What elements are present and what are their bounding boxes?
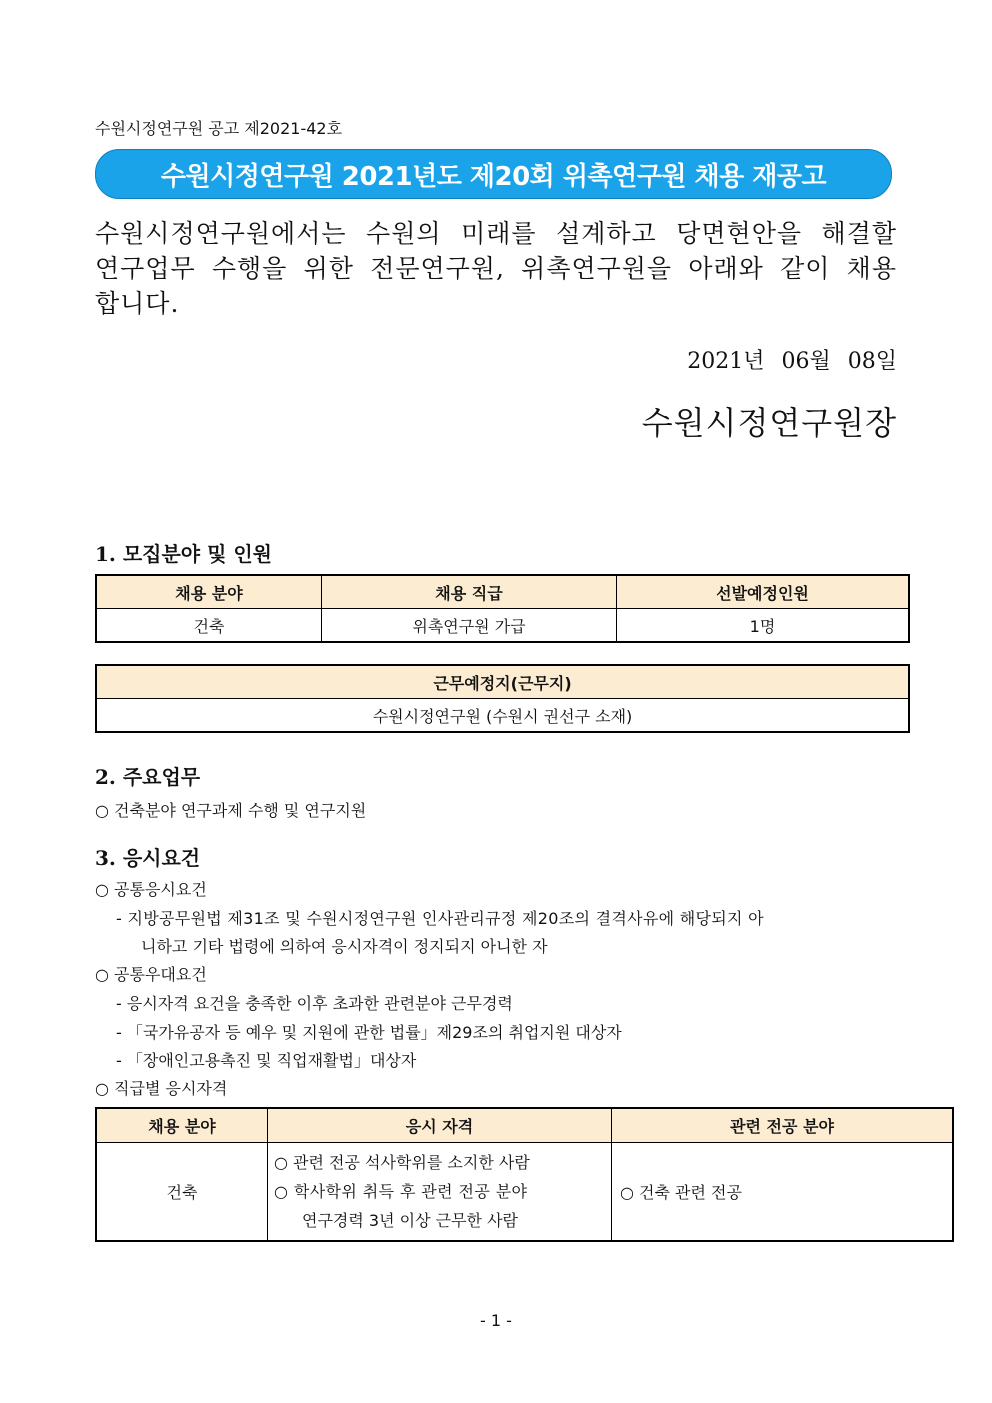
duty-item: ○ 건축분야 연구과제 수행 및 연구지원 (95, 801, 367, 820)
table-row (96, 1143, 953, 1241)
table-header-row (96, 1108, 953, 1143)
grade-title: ○ 직급별 응시자격 (95, 1079, 228, 1098)
pref-title: ○ 공통우대요건 (95, 965, 207, 984)
title-banner (95, 149, 892, 199)
table-cell: 건축 (96, 609, 322, 643)
section1-heading: 1. 모집분야 및 인원 (95, 542, 273, 566)
table-row (96, 609, 909, 643)
qualification-cell (268, 1143, 612, 1241)
page-title: 수원시정연구원 2021년도 제20회 위촉연구원 채용 재공고 (160, 161, 827, 192)
table-header: 응시 자격 (268, 1108, 612, 1143)
table-cell: 1명 (617, 609, 910, 643)
notice-number: 수원시정연구원 공고 제2021-42호 (95, 119, 343, 138)
common-req-line: - 지방공무원법 제31조 및 수원시정연구원 인사관리규정 제20조의 결격사유에 해당되지 아 (116, 909, 764, 928)
qualification-line: 연구경력 3년 이상 근무한 사람 (302, 1210, 518, 1230)
qualification-table (95, 1107, 954, 1242)
table-header: 선발예정인원 (617, 575, 910, 609)
section2-heading: 2. 주요업무 (95, 765, 201, 789)
table-row (96, 699, 909, 733)
common-req-line: 니하고 기타 법령에 의하여 응시자격이 정지되지 아니한 자 (141, 937, 548, 956)
pref-item: - 「국가유공자 등 예우 및 지원에 관한 법률」제29조의 취업지원 대상자 (116, 1023, 622, 1042)
notice-date: 2021년 06월 08일 (687, 349, 897, 374)
workplace-header: 근무예정지(근무지) (96, 665, 909, 699)
recruit-table (95, 574, 910, 643)
table-header: 채용 분야 (96, 1108, 268, 1143)
table-header: 관련 전공 분야 (612, 1108, 954, 1143)
table-header: 채용 직급 (322, 575, 617, 609)
table-header-row (96, 575, 909, 609)
common-req-title: ○ 공통응시요건 (95, 880, 207, 899)
signer: 수원시정연구원장 (641, 404, 897, 442)
section3-heading: 3. 응시요건 (95, 846, 201, 870)
workplace-value: 수원시정연구원 (수원시 권선구 소재) (96, 699, 909, 733)
major-cell: ○ 건축 관련 전공 (612, 1143, 954, 1241)
pref-item: - 응시자격 요건을 충족한 이후 초과한 관련분야 근무경력 (116, 994, 513, 1013)
table-cell: 위촉연구원 가급 (322, 609, 617, 643)
table-header-row (96, 665, 909, 699)
pref-item: - 「장애인고용촉진 및 직업재활법」대상자 (116, 1051, 417, 1070)
qualification-line: ○ 관련 전공 석사학위를 소지한 사람 (274, 1152, 530, 1172)
field-cell: 건축 (96, 1143, 268, 1241)
page-number: - 1 - (480, 1311, 512, 1330)
qualification-line: ○ 학사학위 취득 후 관련 전공 분야 (274, 1181, 528, 1201)
workplace-table (95, 664, 910, 733)
table-header: 채용 분야 (96, 575, 322, 609)
intro-paragraph: 수원시정연구원에서는 수원의 미래를 설계하고 당면현안을 해결할 연구업무 수행을 위한 전문연구원, 위촉연구원을 아래와 같이 채용합니다. (95, 219, 897, 318)
